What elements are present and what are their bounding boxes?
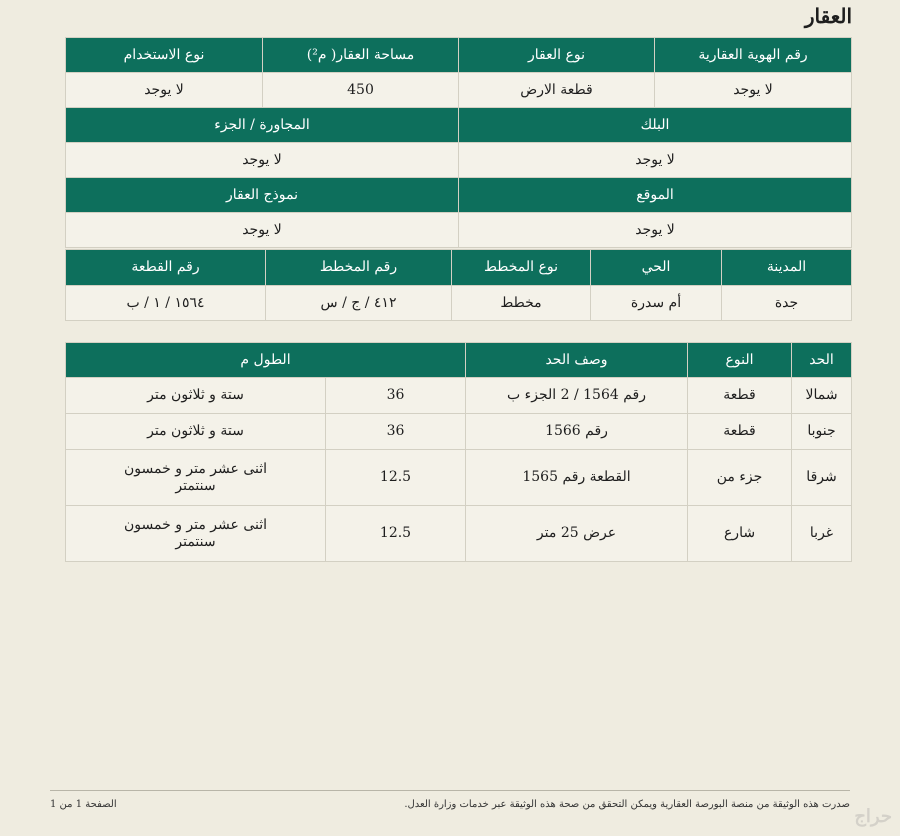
- location-table: [65, 249, 852, 321]
- watermark-logo: حراج: [854, 806, 892, 827]
- header-district: الحي: [591, 250, 722, 286]
- header-property-model: نموذج العقار: [66, 178, 459, 213]
- boundary-type: جزء من: [688, 450, 792, 506]
- property-value-row-2: [66, 143, 852, 178]
- property-header-row-2: [66, 108, 852, 143]
- header-plan-number: رقم المخطط: [266, 250, 452, 286]
- header-block: البلك: [459, 108, 852, 143]
- boundary-type: قطعة: [688, 414, 792, 450]
- boundary-length: 36: [326, 414, 466, 450]
- value-plot-number: ١٥٦٤ / ١ / ب: [66, 286, 266, 321]
- value-usage-type: لا يوجد: [66, 73, 263, 108]
- header-location: الموقع: [459, 178, 852, 213]
- value-city: جدة: [722, 286, 852, 321]
- footer-note: صدرت هذه الوثيقة من منصة البورصة العقارية ويمكن التحقق من صحة هذه الوثيقة عبر خدمات وزارة العدل.: [404, 799, 850, 810]
- section-title: العقار: [804, 4, 852, 28]
- property-table: [65, 37, 852, 248]
- table-row: [66, 450, 852, 506]
- property-value-row-1: [66, 73, 852, 108]
- boundary-length: 12.5: [326, 506, 466, 562]
- boundary-desc: عرض 25 متر: [466, 506, 688, 562]
- value-plan-type: مخطط: [452, 286, 591, 321]
- boundary-desc: رقم 1566: [466, 414, 688, 450]
- table-row: [66, 378, 852, 414]
- boundaries-header-row: [66, 343, 852, 378]
- boundary-side: غربا: [792, 506, 852, 562]
- header-plot-number: رقم القطعة: [66, 250, 266, 286]
- boundary-length: 36: [326, 378, 466, 414]
- header-length: الطول م: [66, 343, 466, 378]
- boundary-desc: القطعة رقم 1565: [466, 450, 688, 506]
- value-block: لا يوجد: [459, 143, 852, 178]
- property-value-row-3: [66, 213, 852, 248]
- property-header-row-1: [66, 38, 852, 73]
- header-property-type: نوع العقار: [459, 38, 655, 73]
- value-property-type: قطعة الارض: [459, 73, 655, 108]
- footer-divider: [50, 790, 850, 791]
- header-city: المدينة: [722, 250, 852, 286]
- table-row: [66, 506, 852, 562]
- boundary-type: شارع: [688, 506, 792, 562]
- header-plan-type: نوع المخطط: [452, 250, 591, 286]
- location-header-row: [66, 250, 852, 286]
- boundary-desc: رقم 1564 / 2 الجزء ب: [466, 378, 688, 414]
- value-neighborhood-part: لا يوجد: [66, 143, 459, 178]
- boundary-length-text: ستة و ثلاثون متر: [66, 378, 326, 414]
- boundary-side: جنوبا: [792, 414, 852, 450]
- boundary-length-text: اثنى عشر متر و خمسون سنتمتر: [66, 506, 326, 562]
- boundary-type: قطعة: [688, 378, 792, 414]
- value-property-id: لا يوجد: [655, 73, 852, 108]
- header-boundary-type: النوع: [688, 343, 792, 378]
- property-header-row-3: [66, 178, 852, 213]
- boundary-length-text: ستة و ثلاثون متر: [66, 414, 326, 450]
- boundary-length: 12.5: [326, 450, 466, 506]
- page-number: الصفحة 1 من 1: [50, 799, 117, 810]
- location-value-row: [66, 286, 852, 321]
- header-boundary-desc: وصف الحد: [466, 343, 688, 378]
- value-district: أم سدرة: [591, 286, 722, 321]
- header-usage-type: نوع الاستخدام: [66, 38, 263, 73]
- value-location: لا يوجد: [459, 213, 852, 248]
- boundary-length-text: اثنى عشر متر و خمسون سنتمتر: [66, 450, 326, 506]
- value-plan-number: ٤١٢ / ج / س: [266, 286, 452, 321]
- boundary-side: شمالا: [792, 378, 852, 414]
- boundaries-table: [65, 342, 852, 562]
- header-neighborhood-part: المجاورة / الجزء: [66, 108, 459, 143]
- header-property-area: مساحة العقار( م²): [263, 38, 459, 73]
- value-property-area: 450: [263, 73, 459, 108]
- value-property-model: لا يوجد: [66, 213, 459, 248]
- table-row: [66, 414, 852, 450]
- header-boundary: الحد: [792, 343, 852, 378]
- boundary-side: شرقا: [792, 450, 852, 506]
- header-property-id: رقم الهوية العقارية: [655, 38, 852, 73]
